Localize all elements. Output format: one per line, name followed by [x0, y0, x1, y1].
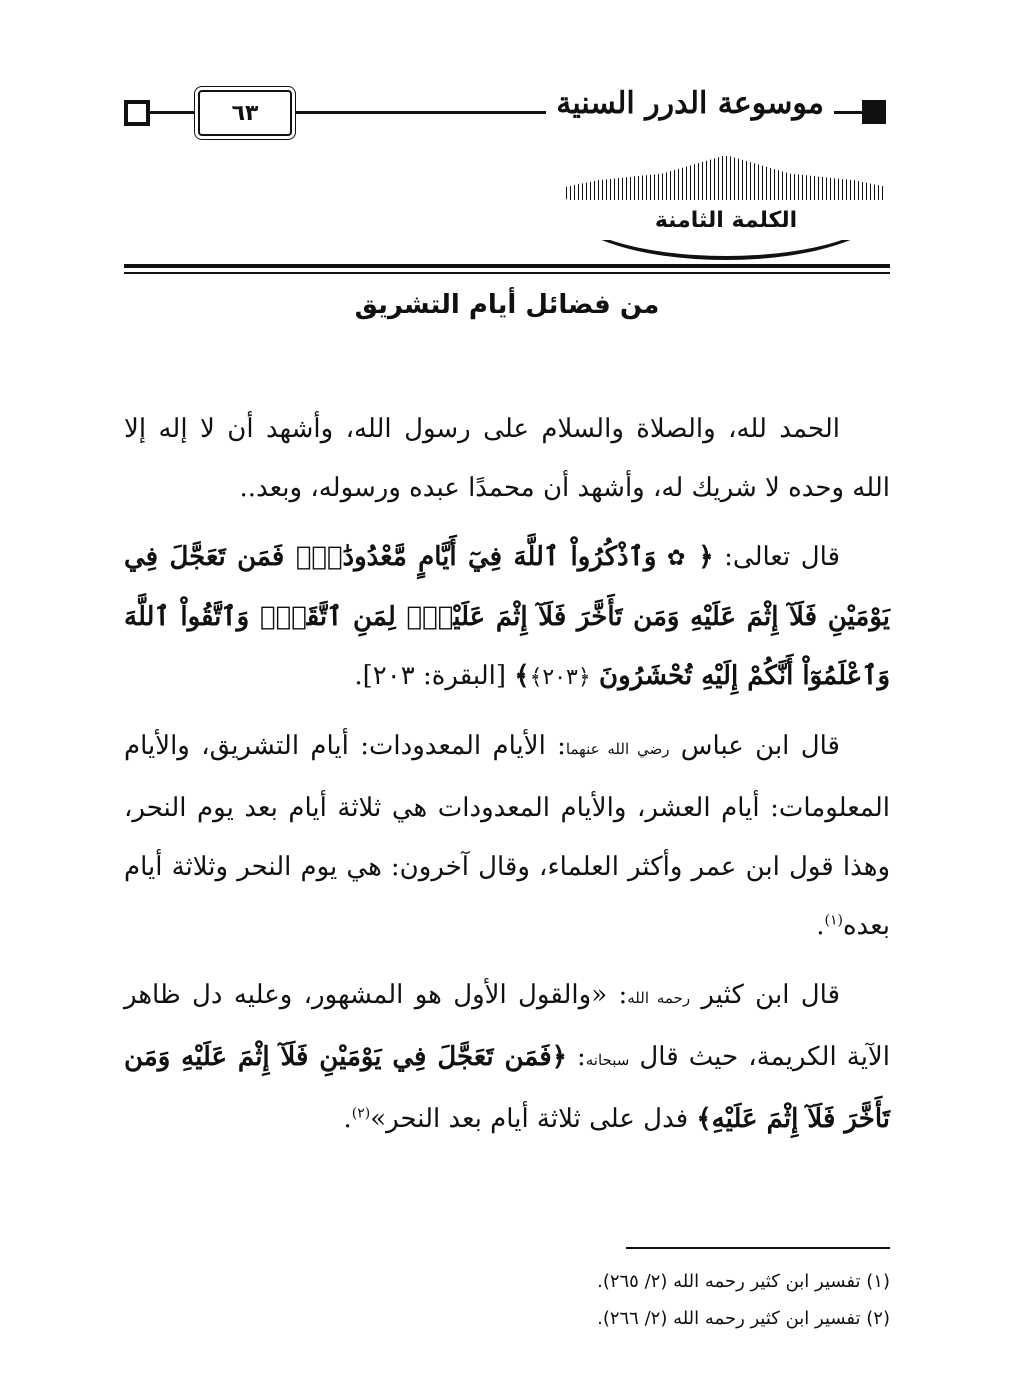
section-tag-ornament	[566, 156, 886, 200]
verse-number: ﴿٢٠٣﴾	[529, 665, 591, 690]
p4-end: .	[343, 1104, 352, 1134]
p4-text-b: : «والقول الأول هو المشهور، وعليه دل ظاهر الآية الكريمة، حيث قال	[124, 980, 890, 1072]
page-number: ٦٣	[231, 100, 259, 126]
p4-text-a: قال ابن كثير	[690, 980, 840, 1010]
verse-reference: [البقرة: ٢٠٣].	[354, 661, 515, 691]
footnote-separator	[626, 1247, 890, 1249]
page-header	[120, 78, 890, 268]
footnote-ref-1[interactable]: (١)	[824, 912, 843, 929]
p4-text-d: فدل على ثلاثة أيام بعد النحر»	[370, 1104, 697, 1134]
section-tag	[566, 156, 886, 266]
paragraph-3	[124, 717, 890, 956]
p3-end: .	[816, 911, 825, 941]
article-title: من فضائل أيام التشريق	[354, 290, 660, 320]
footnote-1: (١) تفسير ابن كثير رحمه الله (٢/ ٢٦٥).	[597, 1271, 890, 1292]
quran-ornament-icon: ✿	[666, 546, 688, 571]
series-title: موسوعة الدرر السنية	[546, 86, 834, 121]
footnote-2: (٢) تفسير ابن كثير رحمه الله (٢/ ٢٦٦).	[597, 1308, 890, 1329]
header-square-filled	[862, 100, 886, 124]
header-divider-thick	[124, 264, 890, 268]
honorific-rahimahullah: رحمه الله	[627, 989, 691, 1007]
header-divider-thin	[124, 272, 890, 274]
section-label: الكلمة الثامنة	[566, 200, 886, 240]
p4-text-c: :	[566, 1042, 586, 1072]
verse-open-bracket: ﴿	[698, 542, 714, 572]
header-square-outline	[124, 100, 150, 126]
footnotes	[124, 1263, 890, 1337]
honorific-ra: رضي الله عنهما	[565, 740, 670, 758]
verse-close-bracket: ﴾	[514, 661, 530, 691]
paragraph-2	[124, 528, 890, 707]
p3-text-b: : الأيام المعدودات: أيام التشريق، والأيام المعلومات: أيام العشر، والأيام المعدودات هي ثلاثة أيام بعد يوم النحر، وهذا قول ابن عمر وأكثر العلماء، وقال آخرون: هي يوم النحر وثلاثة أيام بعده	[124, 731, 890, 941]
p3-text-a: قال ابن عباس	[669, 731, 840, 761]
article-body	[124, 400, 890, 1159]
quran-verse-2: ﴿فَمَن تَعَجَّلَ فِي يَوْمَيْنِ فَلَآ إِثْمَ عَلَيْهِ وَمَن تَأَخَّرَ فَلَآ إِثْمَ عَلَيْهِ﴾	[124, 1042, 890, 1134]
footnote-ref-2[interactable]: (٢)	[351, 1105, 371, 1122]
paragraph-1: الحمد لله، والصلاة والسلام على رسول الله، وأشهد أن لا إله إلا الله وحده لا شريك له، وأشهد أن محمدًا عبده ورسوله، وبعد..	[124, 414, 890, 503]
verse-intro: قال تعالى:	[713, 542, 841, 572]
honorific-subhanahu: سبحانه	[585, 1051, 630, 1069]
page-number-box	[198, 90, 292, 136]
paragraph-4	[124, 966, 890, 1149]
quran-verse: وَٱذْكُرُواْ ٱللَّهَ فِيٓ أَيَّامٍ مَّعْدُودَٰتٍۚ فَمَن تَعَجَّلَ فِي يَوْمَيْنِ فَلَآ إِثْمَ عَلَيْهِ وَمَن تَأَخَّرَ فَلَآ إِثْمَ عَلَيْهِۚ لِمَنِ ٱتَّقَىٰۗ وَٱتَّقُواْ ٱللَّهَ وَٱعْلَمُوٓاْ أَنَّكُمْ إِلَيْهِ تُحْشَرُونَ	[124, 542, 890, 691]
